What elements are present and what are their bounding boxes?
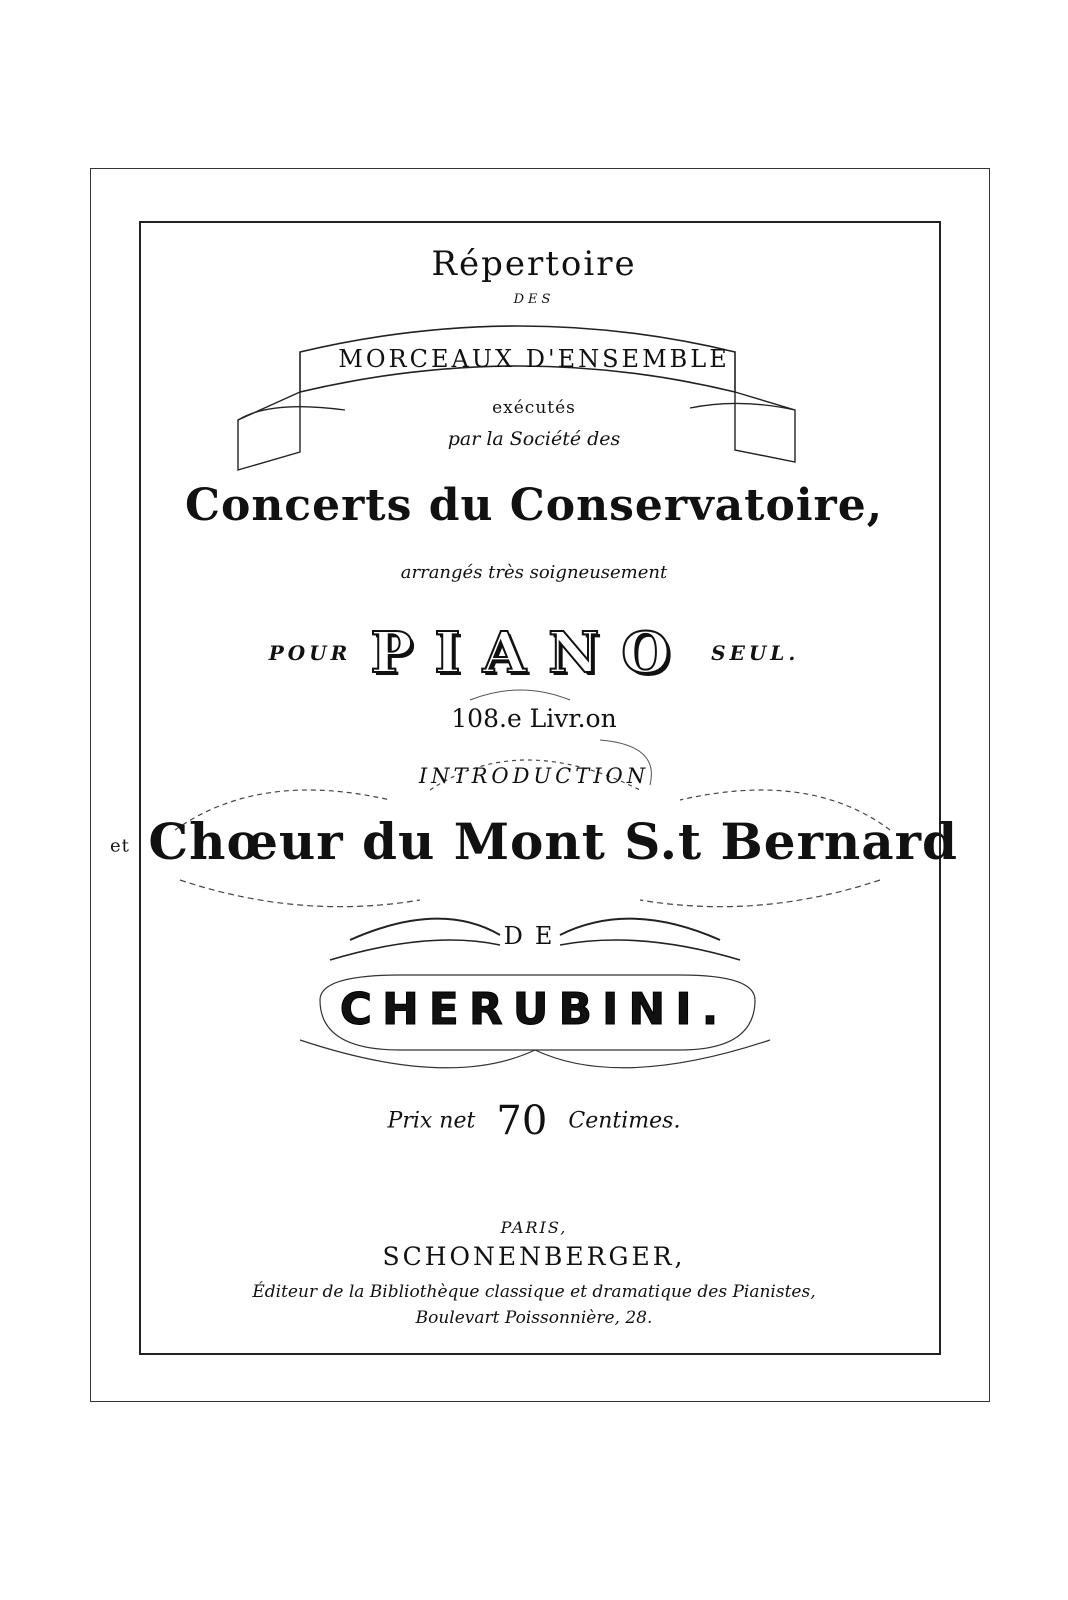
introduction-text: INTRODUCTION: [418, 764, 650, 788]
banner-text: MORCEAUX D'ENSEMBLE: [338, 345, 730, 373]
livraison-number: 108.e Livr.on: [451, 704, 617, 733]
concerts-title: Concerts du Conservatoire,: [184, 480, 884, 531]
de-text: DE: [503, 922, 565, 950]
price-amount: 70: [496, 1098, 548, 1144]
title-des: DES: [513, 292, 555, 307]
et-text: et: [110, 835, 130, 857]
par-la-societe-text: par la Société des: [447, 428, 621, 450]
publisher-name: SCHONENBERGER,: [382, 1242, 686, 1271]
publisher-address: Boulevart Poissonnière, 28.: [415, 1308, 653, 1328]
piano-text: PIANO: [370, 620, 693, 686]
title-repertoire: Répertoire: [431, 244, 637, 284]
publisher-description: Éditeur de la Bibliothèque classique et dramatique des Pianistes,: [252, 1282, 816, 1302]
seul-text: SEUL.: [711, 641, 800, 665]
publisher-city: PARIS,: [500, 1218, 568, 1237]
choeur-title-line: [0, 812, 1068, 871]
arranges-text: arrangés très soigneusement: [400, 562, 668, 583]
choeur-title: Chœur du Mont S.t Bernard: [148, 812, 958, 871]
pour-text: POUR: [268, 641, 352, 665]
prix-label: Prix net: [387, 1108, 476, 1134]
price-unit: Centimes.: [568, 1108, 681, 1134]
executes-text: exécutés: [492, 398, 576, 418]
price-line: [0, 1098, 1068, 1144]
composer-name: CHERUBINI.: [339, 984, 729, 1035]
instrument-line: [0, 620, 1068, 686]
